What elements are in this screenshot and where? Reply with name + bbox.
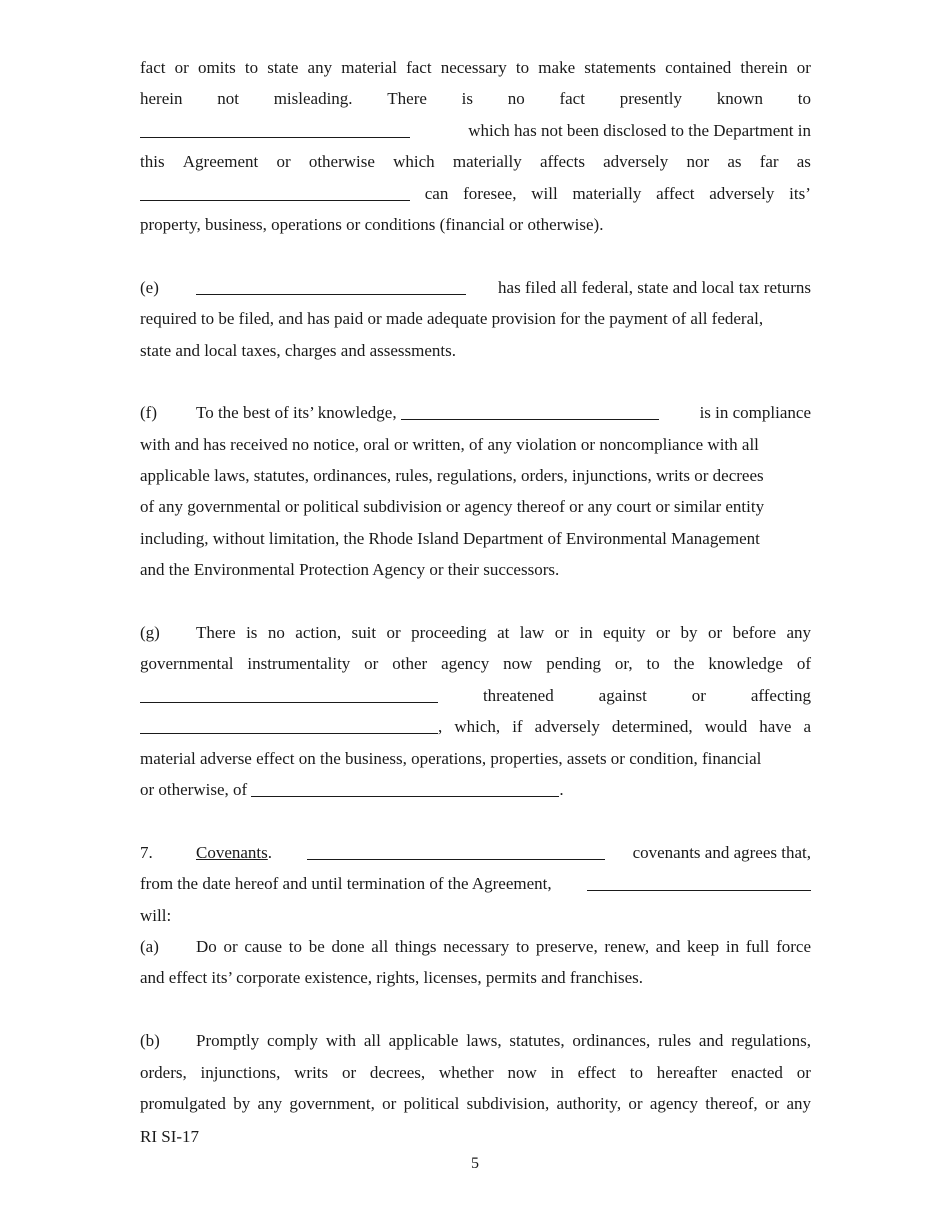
section-7-line-2: from the date hereof and until termination of the Agreement, xyxy=(140,868,811,899)
word: statements xyxy=(584,58,657,77)
word: far xyxy=(759,152,779,172)
item-b-line-2 xyxy=(140,1057,811,1088)
para-g-line-5: material adverse effect on the business, operations, properties, assets or condition, financial xyxy=(140,748,762,768)
word: adversely xyxy=(709,183,775,203)
word: this xyxy=(140,152,165,172)
para-g-line-2: governmental instrumentality or other agency now pending or, to the knowledge of xyxy=(140,654,811,674)
para-f-line-6: and the Environmental Protection Agency or their successors. xyxy=(140,560,560,580)
word: presently xyxy=(619,89,683,109)
section-7-line-1: 7. Covenants. covenants and agrees that, xyxy=(140,837,811,868)
para-d-line-6: property, business, operations or conditions (financial or otherwise). xyxy=(140,214,604,234)
para-e-line-2: required to be filed, and has paid or made adequate provision for the payment of all federal, xyxy=(140,309,764,329)
word: material xyxy=(341,58,397,77)
item-b-label: (b) xyxy=(140,1031,160,1051)
word: therein xyxy=(740,58,788,77)
word: writs xyxy=(294,1062,329,1082)
word: to xyxy=(629,1062,643,1082)
word: materially xyxy=(572,183,642,203)
word: to xyxy=(244,58,259,77)
para-f-line-3: applicable laws, statutes, ordinances, rules, regulations, orders, injunctions, writs or decrees xyxy=(140,466,764,486)
word: orders, xyxy=(140,1062,187,1082)
word: injunctions, xyxy=(200,1062,281,1082)
word: or xyxy=(174,58,189,77)
word: to xyxy=(515,58,530,77)
para-f-line-2: with and has received no notice, oral or written, of any violation or noncompliance with all xyxy=(140,434,759,454)
word: any xyxy=(307,58,333,77)
blank-field[interactable] xyxy=(140,685,438,703)
item-a-line-1: (a) Do or cause to be done all things necessary to preserve, renew, and keep in full force xyxy=(140,931,811,962)
item-b-line-1: (b) Promptly comply with all applicable laws, statutes, ordinances, rules and regulations, xyxy=(140,1025,811,1056)
section-7-heading: Covenants xyxy=(196,842,268,862)
para-e-line-3: state and local taxes, charges and assessments. xyxy=(140,340,456,360)
para-g-line-3 xyxy=(140,680,811,711)
para-f-line-4: of any governmental or political subdivision or agency thereof or any court or similar entity xyxy=(140,497,765,517)
word: no xyxy=(507,89,525,109)
word: will xyxy=(531,183,558,203)
item-a-label: (a) xyxy=(140,936,159,956)
word: hereafter xyxy=(656,1062,718,1082)
blank-field[interactable] xyxy=(140,183,410,201)
para-e-label: (e) xyxy=(140,277,159,297)
word: known xyxy=(716,89,764,109)
word: as xyxy=(796,152,811,172)
word: decrees, xyxy=(369,1062,426,1082)
word: foresee, xyxy=(463,183,517,203)
para-d-line-4 xyxy=(140,146,811,177)
word: There xyxy=(387,89,427,109)
para-d-line-1 xyxy=(140,52,811,83)
para-d-line-3: which has not been disclosed to the Department in xyxy=(140,115,811,146)
blank-field[interactable] xyxy=(251,779,559,797)
para-d-line-2 xyxy=(140,83,811,114)
word: fact xyxy=(406,58,432,77)
word: in xyxy=(550,1062,564,1082)
para-e-line-1: (e) has filed all federal, state and local tax returns xyxy=(140,272,811,303)
blank-field[interactable] xyxy=(587,873,811,891)
item-b-line-3: promulgated by any government, or political subdivision, authority, or agency thereof, or any xyxy=(140,1093,811,1113)
word: fact xyxy=(140,58,166,77)
word: or xyxy=(341,1062,357,1082)
word: its’ xyxy=(789,183,811,203)
item-a-line-2: and effect its’ corporate existence, rights, licenses, permits and franchises. xyxy=(140,968,644,988)
word: can xyxy=(424,183,449,203)
word: whether xyxy=(438,1062,494,1082)
para-g-line-1: (g) There is no action, suit or proceeding at law or in equity or by or before any xyxy=(140,617,811,648)
word: is xyxy=(461,89,473,109)
word: state xyxy=(267,58,299,77)
word: materially xyxy=(452,152,522,172)
word: misleading. xyxy=(273,89,353,109)
word: to xyxy=(797,89,811,109)
word: adversely xyxy=(603,152,669,172)
section-7-line-3: will: xyxy=(140,905,172,925)
word: otherwise xyxy=(308,152,375,172)
word: threatened xyxy=(482,685,554,705)
document-id: RI SI-17 xyxy=(140,1127,200,1146)
word: effect xyxy=(577,1062,616,1082)
word: nor xyxy=(686,152,710,172)
word: omits xyxy=(197,58,236,77)
word: enacted xyxy=(730,1062,783,1082)
para-g-line-6: or otherwise, of . xyxy=(140,779,564,799)
blank-field[interactable] xyxy=(196,277,466,295)
word: or xyxy=(796,1062,811,1082)
section-7-number: 7. xyxy=(140,842,153,862)
word: as xyxy=(727,152,742,172)
word: or xyxy=(796,58,811,77)
blank-field[interactable] xyxy=(401,402,659,420)
word: necessary xyxy=(440,58,507,77)
word: affect xyxy=(656,183,695,203)
word: affects xyxy=(539,152,585,172)
para-f-line-1: (f) To the best of its’ knowledge, is in compliance xyxy=(140,397,811,428)
word: or xyxy=(276,152,291,172)
word: Agreement xyxy=(182,152,259,172)
word: contained xyxy=(665,58,732,77)
para-f-label: (f) xyxy=(140,403,157,423)
blank-field[interactable] xyxy=(140,716,438,734)
page-number: 5 xyxy=(471,1155,479,1172)
document-body xyxy=(140,52,811,1119)
word: herein xyxy=(140,89,183,109)
word: not xyxy=(217,89,239,109)
word: make xyxy=(538,58,576,77)
word: fact xyxy=(559,89,585,109)
word: now xyxy=(507,1062,537,1082)
para-g-line-4: , which, if adversely determined, would have a xyxy=(140,711,811,742)
para-g-label: (g) xyxy=(140,623,160,643)
blank-field[interactable] xyxy=(307,842,605,860)
word: which xyxy=(393,152,435,172)
word: or xyxy=(691,685,706,705)
para-d-line-5 xyxy=(140,178,811,209)
word: against xyxy=(598,685,647,705)
para-f-line-5: including, without limitation, the Rhode Island Department of Environmental Management xyxy=(140,528,760,548)
blank-field[interactable] xyxy=(140,120,410,138)
word: affecting xyxy=(750,685,811,705)
